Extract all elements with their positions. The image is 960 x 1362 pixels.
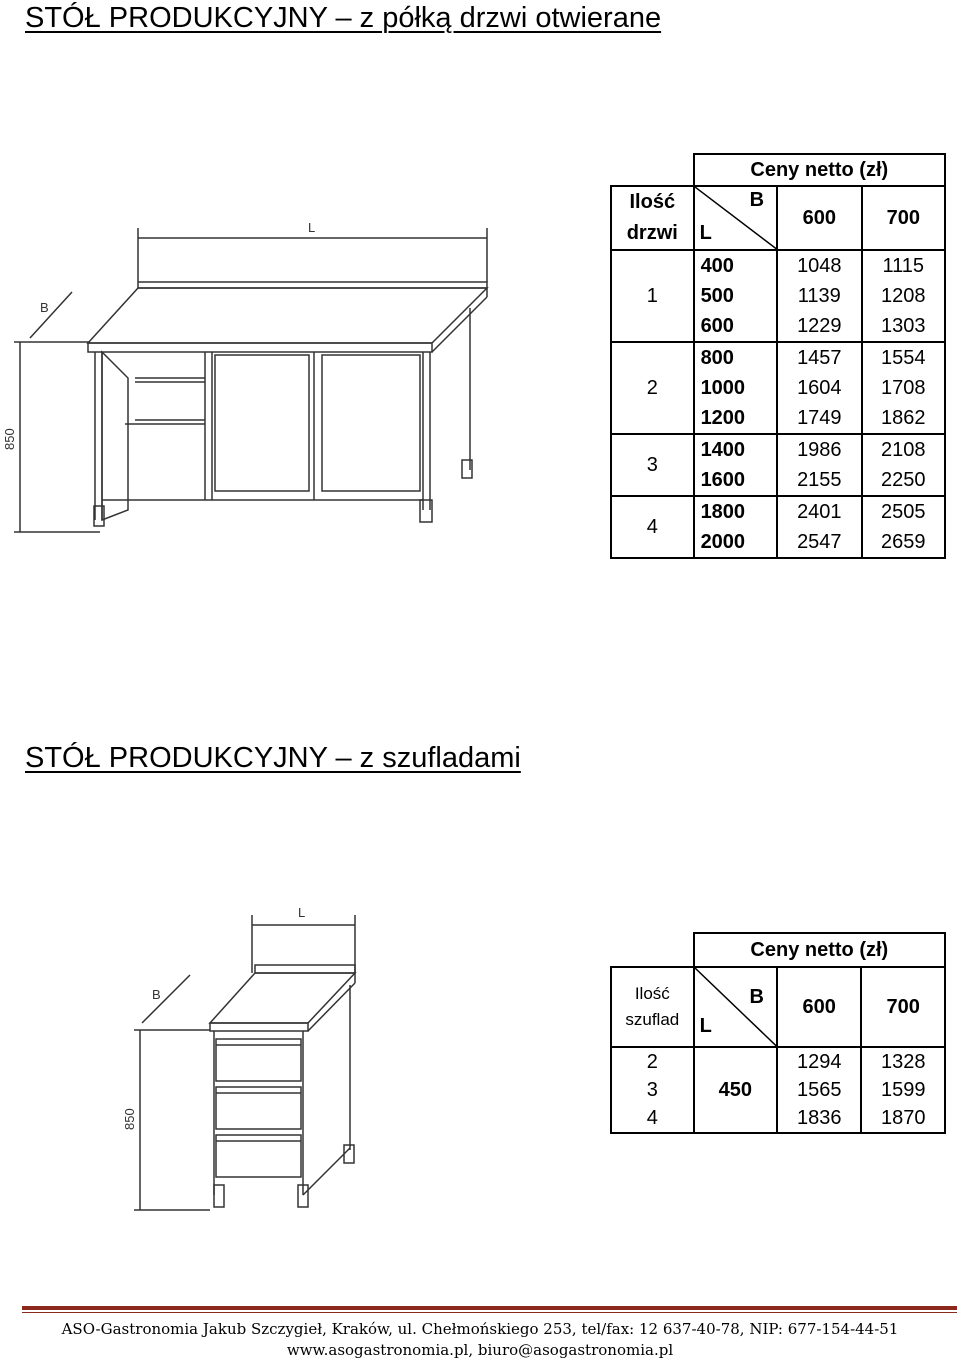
footer-rule-thin [22, 1312, 957, 1313]
b-label: B [749, 189, 765, 211]
table-doors-drawing [0, 210, 500, 550]
price-700-cell: 1554 1708 1862 [862, 342, 945, 434]
length-cell: 450 [694, 1047, 777, 1133]
diagonal-header [694, 967, 777, 1047]
dim-length-label: L [308, 220, 316, 235]
width-600-header: 600 [777, 186, 861, 250]
group-count: 1 [611, 250, 694, 342]
price-700-cell: 1115 1208 1303 [862, 250, 945, 342]
footer-contact: www.asogastronomia.pl, biuro@asogastronomia.pl [286, 1341, 674, 1359]
length-cell: 1800 2000 [694, 496, 778, 558]
price-600-cell: 1986 2155 [777, 434, 861, 496]
b-label: B [749, 986, 764, 1008]
l-label: L [699, 222, 712, 244]
empty-corner [611, 154, 694, 186]
footer-address: ASO-Gastronomia Jakub Szczygieł, Kraków, ul. Chełmońskiego 253, tel/fax: 12 637-40-78, NIP: 677-154-44-51 [61, 1320, 899, 1338]
length-cell: 1400 1600 [694, 434, 778, 496]
empty-corner [611, 933, 694, 967]
length-cell: 400 500 600 [694, 250, 778, 342]
price-700-cell: 1328 1599 1870 [861, 1047, 945, 1133]
width-700-header: 700 [861, 967, 945, 1047]
count-label: Ilość szuflad [611, 967, 694, 1047]
l-label: L [699, 1015, 712, 1037]
price-600-cell: 1048 1139 1229 [777, 250, 861, 342]
width-700-header: 700 [862, 186, 945, 250]
price-600-cell: 2401 2547 [777, 496, 861, 558]
group-count: 2 [611, 342, 694, 434]
dim-depth-label: B [40, 300, 49, 315]
price-600-cell: 1457 1604 1749 [777, 342, 861, 434]
footer-rule [22, 1306, 957, 1310]
price-600-cell: 1294 1565 1836 [777, 1047, 861, 1133]
group-count: 3 [611, 434, 694, 496]
price-table-doors [610, 153, 946, 559]
width-600-header: 600 [777, 967, 861, 1047]
length-cell: 800 1000 1200 [694, 342, 778, 434]
price-700-cell: 2505 2659 [862, 496, 945, 558]
drawer-unit-drawing [110, 895, 380, 1240]
dim-length-label: L [298, 905, 306, 920]
dim-height-label: 850 [122, 1108, 137, 1130]
diagonal-header [694, 186, 778, 250]
dim-height-label: 850 [2, 428, 17, 450]
price-700-cell: 2108 2250 [862, 434, 945, 496]
section2-title: STÓŁ PRODUKCYJNY – z szufladami [25, 742, 521, 774]
group-count: 4 [611, 496, 694, 558]
drawer-count-cell: 2 3 4 [611, 1047, 694, 1133]
table-caption: Ceny netto (zł) [694, 154, 945, 186]
count-label: Ilość drzwi [611, 186, 694, 250]
dim-depth-label: B [152, 987, 161, 1002]
section1-title: STÓŁ PRODUKCYJNY – z półką drzwi otwierane [25, 2, 662, 34]
table-caption: Ceny netto (zł) [694, 933, 945, 967]
price-table-drawers [610, 932, 946, 1134]
